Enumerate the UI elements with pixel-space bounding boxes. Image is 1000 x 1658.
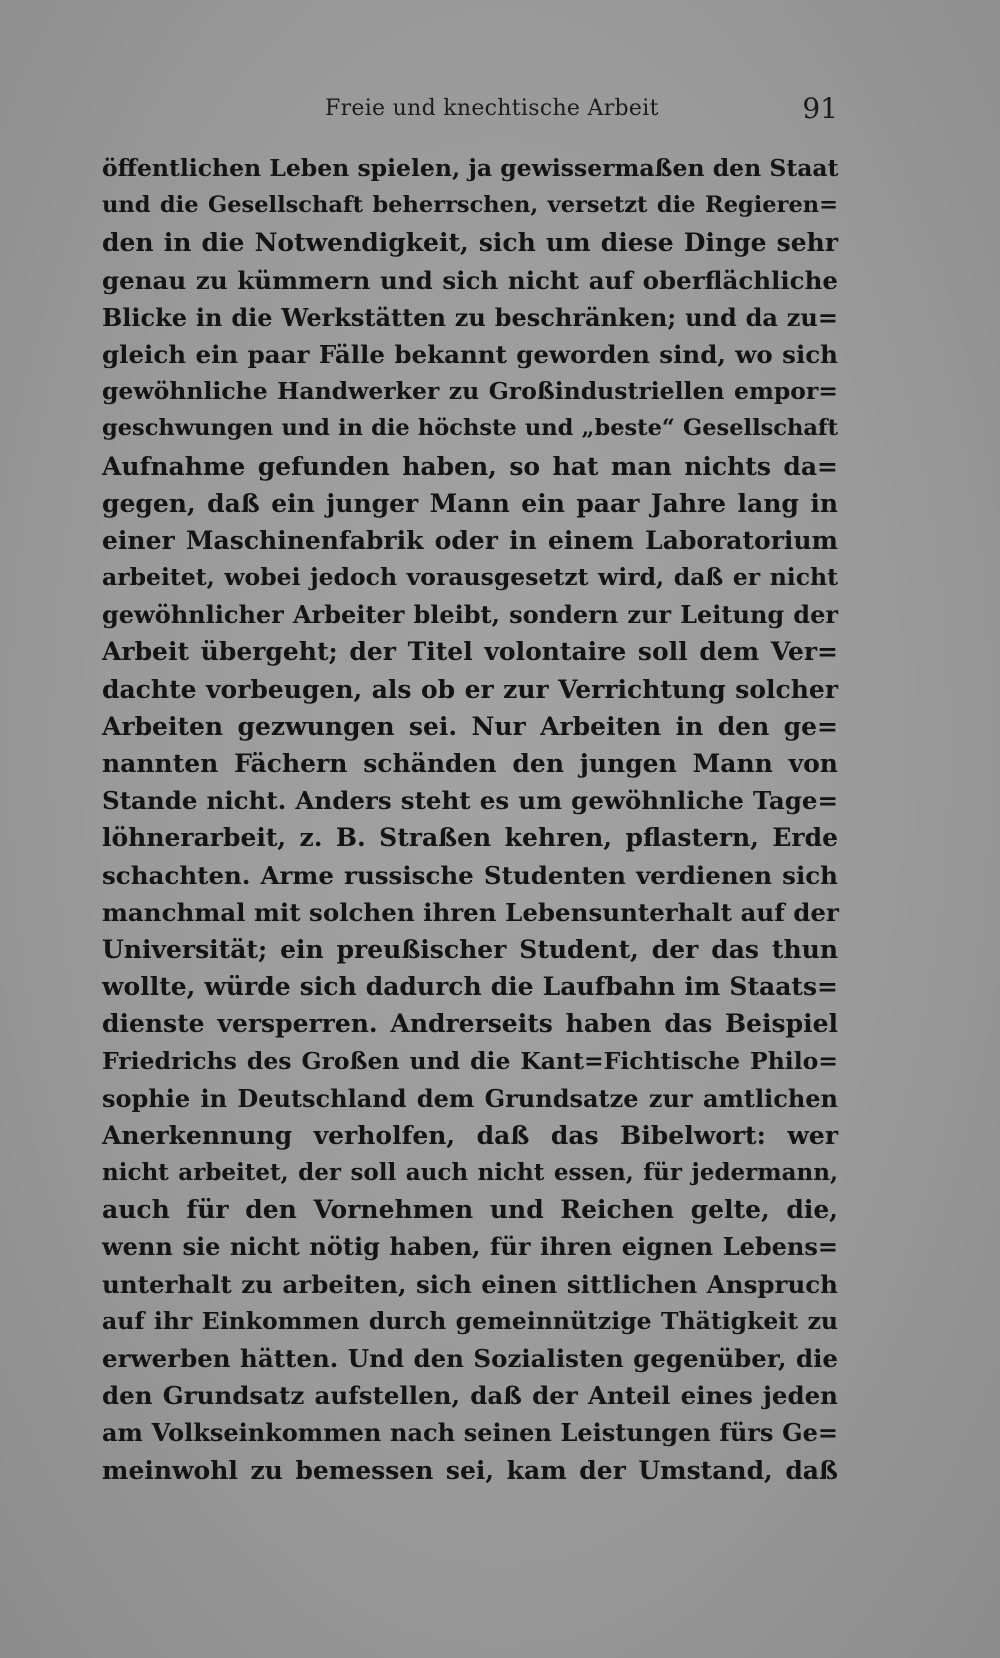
text-line: wollte, würde sich dadurch die Laufbahn im Staats= bbox=[102, 972, 838, 1002]
text-line: Arbeiten gezwungen sei. Nur Arbeiten in den ge= bbox=[102, 711, 838, 741]
text-line: sophie in Deutschland dem Grundsatze zur amtlichen bbox=[102, 1083, 838, 1113]
text-line: auch für den Vornehmen und Reichen gelte, die, bbox=[102, 1195, 838, 1225]
text-line: meinwohl zu bemessen sei, kam der Umstand, daß bbox=[102, 1455, 838, 1485]
running-head-title: Freie und knechtische Arbeit bbox=[325, 96, 659, 121]
text-line: unterhalt zu arbeiten, sich einen sittlichen Anspruch bbox=[102, 1269, 838, 1299]
text-line: arbeitet, wobei jedoch vorausgesetzt wird, daß er nicht bbox=[102, 563, 838, 592]
text-line: dienste versperren. Andrerseits haben das Beispiel bbox=[102, 1009, 838, 1039]
text-line: dachte vorbeugen, als ob er zur Verrichtung solcher bbox=[102, 674, 838, 704]
text-line: schachten. Arme russische Studenten verdienen sich bbox=[102, 860, 838, 890]
text-line: geschwungen und in die höchste und „beste“ Gesellschaft bbox=[102, 415, 838, 442]
text-line: Friedrichs des Großen und die Kant=Fichtische Philo= bbox=[102, 1046, 838, 1075]
text-line: am Volkseinkommen nach seinen Leistungen fürs Ge= bbox=[102, 1418, 838, 1448]
text-line: auf ihr Einkommen durch gemeinnützige Thätigkeit zu bbox=[102, 1306, 838, 1335]
text-line: Stande nicht. Anders steht es um gewöhnliche Tage= bbox=[102, 786, 838, 816]
body-text bbox=[102, 150, 838, 1489]
text-line: nannten Fächern schänden den jungen Mann von bbox=[102, 749, 838, 778]
text-line: erwerben hätten. Und den Sozialisten gegenüber, die bbox=[102, 1344, 838, 1373]
text-line: öffentlichen Leben spielen, ja gewissermaßen den Staat bbox=[102, 154, 839, 182]
text-line: und die Gesellschaft beherrschen, versetzt die Regieren= bbox=[102, 192, 838, 219]
text-line: gewöhnlicher Arbeiter bleibt, sondern zur Leitung der bbox=[102, 600, 838, 630]
text-line: einer Maschinenfabrik oder in einem Laboratorium bbox=[102, 525, 838, 555]
text-line: Arbeit übergeht; der Titel volontaire soll dem Ver= bbox=[102, 637, 838, 667]
text-line: Blicke in die Werkstätten zu beschränken; und da zu= bbox=[102, 302, 838, 332]
running-head bbox=[0, 92, 1000, 136]
text-line: genau zu kümmern und sich nicht auf oberflächliche bbox=[102, 265, 838, 295]
text-line: den Grundsatz aufstellen, daß der Anteil eines jeden bbox=[102, 1381, 838, 1411]
text-line: nicht arbeitet, der soll auch nicht essen, für jedermann, bbox=[102, 1159, 838, 1187]
page-number: 91 bbox=[802, 92, 838, 125]
text-line: wenn sie nicht nötig haben, für ihren eignen Lebens= bbox=[102, 1232, 838, 1262]
text-line: den in die Notwendigkeit, sich um diese Dinge sehr bbox=[102, 228, 838, 258]
text-line: Universität; ein preußischer Student, der das thun bbox=[102, 934, 838, 964]
text-line: Anerkennung verholfen, daß das Bibelwort: wer bbox=[102, 1120, 838, 1150]
text-line: gegen, daß ein junger Mann ein paar Jahre lang in bbox=[102, 488, 838, 518]
text-line: manchmal mit solchen ihren Lebensunterhalt auf der bbox=[102, 897, 839, 927]
text-line: löhnerarbeit, z. B. Straßen kehren, pflastern, Erde bbox=[102, 823, 838, 853]
text-line: Aufnahme gefunden haben, so hat man nichts da= bbox=[102, 451, 838, 481]
text-line: gewöhnliche Handwerker zu Großindustriellen empor= bbox=[102, 377, 838, 406]
text-line: gleich ein paar Fälle bekannt geworden sind, wo sich bbox=[102, 339, 838, 369]
